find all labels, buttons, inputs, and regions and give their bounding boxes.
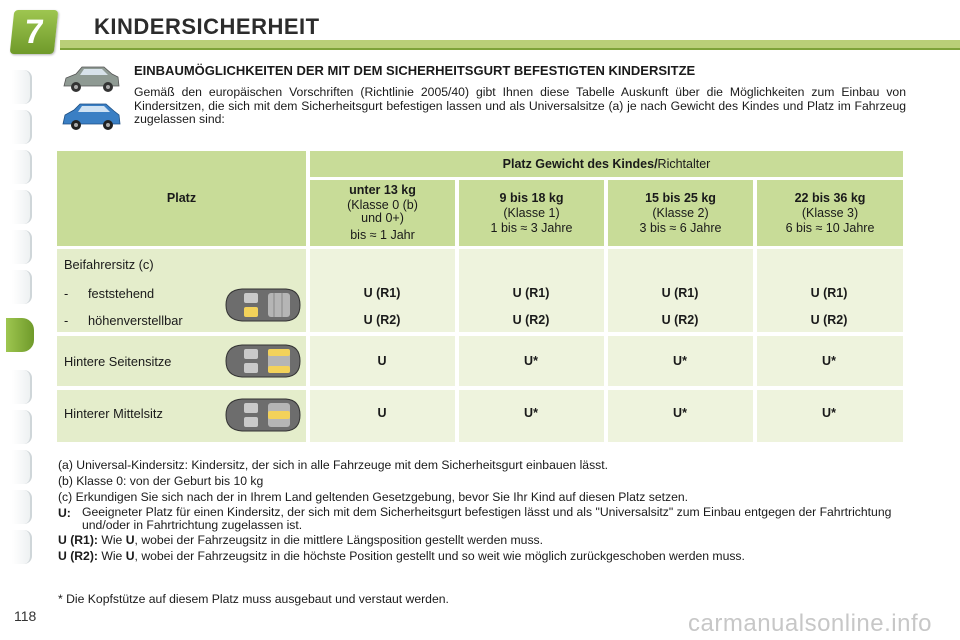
header-band (60, 40, 960, 48)
footnote-headrest: * Die Kopfstütze auf diesem Platz muss ausgebaut und verstaut werden. (58, 592, 449, 606)
value-front-r1-class-2: U (R1) (661, 286, 699, 300)
note-ur2-pre: Wie (101, 549, 123, 563)
value-front-r1-class-3: U (R1) (810, 286, 848, 300)
note-u-key: U: (58, 506, 71, 520)
chapter-title: KINDERSICHERHEIT (94, 14, 320, 39)
side-tab-active[interactable] (6, 318, 34, 352)
side-tab[interactable] (12, 190, 32, 224)
front-seat-adjustable-label: höhenverstellbar (88, 313, 183, 328)
side-tab[interactable] (12, 450, 32, 484)
note-ur2-key: U (R2): (58, 549, 98, 563)
side-tab[interactable] (12, 70, 32, 104)
note-u (58, 506, 910, 532)
side-tab[interactable] (12, 490, 32, 524)
note-ur2 (58, 549, 910, 564)
grey-car-icon (60, 62, 122, 96)
value-rear-middle-class-1: U* (524, 406, 538, 420)
seat-layout-icon (220, 394, 304, 436)
value-rear-middle-class-3: U* (822, 406, 836, 420)
age-group-label: Richtalter (657, 156, 711, 171)
front-seat-sub-dash: - (64, 313, 69, 328)
note-ur1-key: U (R1): (58, 533, 98, 547)
value-rear-side-class-2: U* (673, 354, 687, 368)
value-rear-side-class-0: U (377, 354, 387, 368)
page-number: 118 (14, 608, 37, 624)
header-line (60, 48, 960, 50)
weight-group-label: Platz Gewicht des Kindes/ (502, 156, 658, 171)
side-tab[interactable] (12, 370, 32, 404)
side-tab[interactable] (12, 150, 32, 184)
table-header-weight-group (310, 151, 903, 177)
section-title: EINBAUMÖGLICHKEITEN DER MIT DEM SICHERHEITSGURT BEFESTIGTEN KINDERSITZE (134, 63, 696, 78)
front-seat-label: Beifahrersitz (c) (64, 257, 154, 272)
note-ur2-u: U (125, 549, 135, 563)
side-tab[interactable] (12, 270, 32, 304)
intro-paragraph: Gemäß den europäischen Vorschriften (Richtlinie 2005/40) gibt Ihnen diese Tabelle Auskunft über die Möglichkeiten zum Einbau von Kindersitzen, die sich mit dem Sicherheitsgurt befestigen lassen und als Universalsitze (a) je nach Gewicht des Kindes und Platz im Fahrzeug zugelassen sind: (134, 85, 906, 126)
value-front-r1-class-0: U (R1) (363, 286, 401, 300)
value-rear-side-class-1: U* (524, 354, 538, 368)
value-rear-side-class-3: U* (822, 354, 836, 368)
table-header-platz: Platz (57, 151, 306, 246)
front-seat-sub-dash: - (64, 286, 69, 301)
legend-notes (58, 458, 910, 565)
note-c: (c) Erkundigen Sie sich nach der in Ihrem Land geltenden Gesetzgebung, bevor Sie Ihr Kind auf diesen Platz setzen. (58, 490, 689, 504)
side-tab[interactable] (12, 410, 32, 444)
seat-layout-icon (220, 340, 304, 382)
side-tab[interactable] (12, 530, 32, 564)
side-tab[interactable] (12, 110, 32, 144)
note-a: (a) Universal-Kindersitz: Kindersitz, der sich in alle Fahrzeuge mit dem Sicherheitsgurt einbauen lässt. (58, 458, 609, 472)
value-rear-middle-class-0: U (377, 406, 387, 420)
note-b: (b) Klasse 0: von der Geburt bis 10 kg (58, 474, 264, 488)
chapter-number-badge (10, 10, 59, 54)
note-ur1 (58, 533, 910, 548)
value-front-r2-class-1: U (R2) (512, 313, 550, 327)
seat-layout-icon (220, 284, 304, 326)
note-u-text: Geeigneter Platz für einen Kindersitz, der sich mit dem Sicherheitsgurt befestigen lässt und als "Universalsitz" zum Einbau entgegen der Fahrtrichtung und/oder in Fahrtrichtung zugelassen ist. (82, 505, 892, 532)
front-seat-fixed-label: feststehend (88, 286, 155, 301)
note-ur2-text: , wobei der Fahrzeugsitz in die höchste Position gestellt und so weit wie möglich zurückgeschoben werden muss. (134, 549, 745, 563)
column-header-class-0: unter 13 kg (Klasse 0 (b) und 0+) bis ≈ 1 Jahr (310, 180, 455, 246)
column-header-class-2: 15 bis 25 kg (Klasse 2) 3 bis ≈ 6 Jahre (608, 180, 753, 246)
rear-side-seats-label: Hintere Seitensitze (64, 354, 172, 369)
column-header-class-1: 9 bis 18 kg (Klasse 1) 1 bis ≈ 3 Jahre (459, 180, 604, 246)
value-front-r2-class-2: U (R2) (661, 313, 699, 327)
value-front-r1-class-1: U (R1) (512, 286, 550, 300)
rear-middle-seat-label: Hinterer Mittelsitz (64, 406, 163, 421)
value-front-r2-class-3: U (R2) (810, 313, 848, 327)
value-front-r2-class-0: U (R2) (363, 313, 401, 327)
side-tab[interactable] (12, 230, 32, 264)
note-ur1-pre: Wie (101, 533, 123, 547)
value-rear-middle-class-2: U* (673, 406, 687, 420)
note-ur1-text: , wobei der Fahrzeugsitz in die mittlere Längsposition gestellt werden muss. (134, 533, 544, 547)
column-header-class-3: 22 bis 36 kg (Klasse 3) 6 bis ≈ 10 Jahre (757, 180, 903, 246)
watermark: carmanualsonline.info (688, 610, 932, 637)
note-ur1-u: U (125, 533, 135, 547)
blue-car-icon (60, 100, 122, 134)
chapter-number: 7 (22, 12, 46, 51)
side-chapter-tabs (6, 60, 32, 580)
